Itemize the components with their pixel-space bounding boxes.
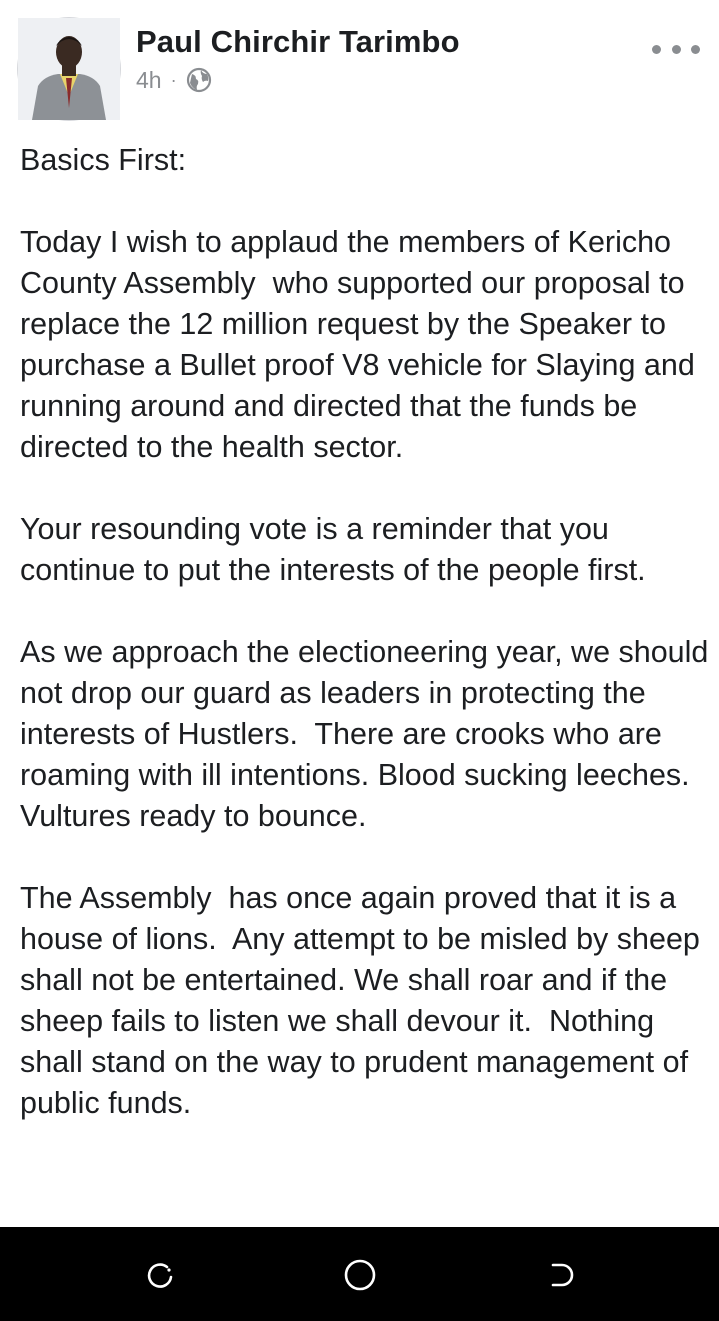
meta-separator: · [170, 69, 177, 90]
more-dot [672, 45, 681, 54]
globe-icon[interactable] [186, 67, 212, 93]
post-paragraph: Your resounding vote is a reminder that you continue to put the interests of the people first. [20, 512, 646, 587]
post-paragraph: The Assembly has once again proved that it is a house of lions. Any attempt to be misled by sheep shall not be entertained. We shall roar and if the sheep fails to listen we shall devour it. Nothing shall stand on the way to prudent management of public funds. [20, 881, 709, 1120]
home-icon[interactable] [340, 1255, 380, 1295]
more-dot [652, 45, 661, 54]
avatar[interactable] [18, 18, 120, 120]
post-header [0, 0, 719, 130]
author-name[interactable]: Paul Chirchir Tarimbo [136, 24, 460, 59]
back-icon[interactable] [540, 1255, 580, 1295]
system-navigation-bar [0, 1227, 719, 1321]
post-paragraph: As we approach the electioneering year, we should not drop our guard as leaders in protecting the interests of Hustlers. There are crooks who are roaming with ill intentions. Blood sucking leeches. Vultures ready to bounce. [20, 635, 717, 833]
more-options-icon[interactable] [652, 34, 700, 64]
post-paragraph: Today I wish to applaud the members of Kericho County Assembly who supported our proposal to replace the 12 million request by the Speaker to purchase a Bullet proof V8 vehicle for Slaying and running around and directed that the funds be directed to the health sector. [20, 225, 704, 464]
post-meta [136, 64, 212, 96]
post-body [20, 140, 717, 1227]
avatar-portrait-icon [18, 18, 120, 120]
recent-apps-icon[interactable] [140, 1255, 180, 1295]
post-timestamp[interactable]: 4h [136, 66, 162, 93]
post-paragraph: Basics First: [20, 143, 187, 177]
more-dot [691, 45, 700, 54]
